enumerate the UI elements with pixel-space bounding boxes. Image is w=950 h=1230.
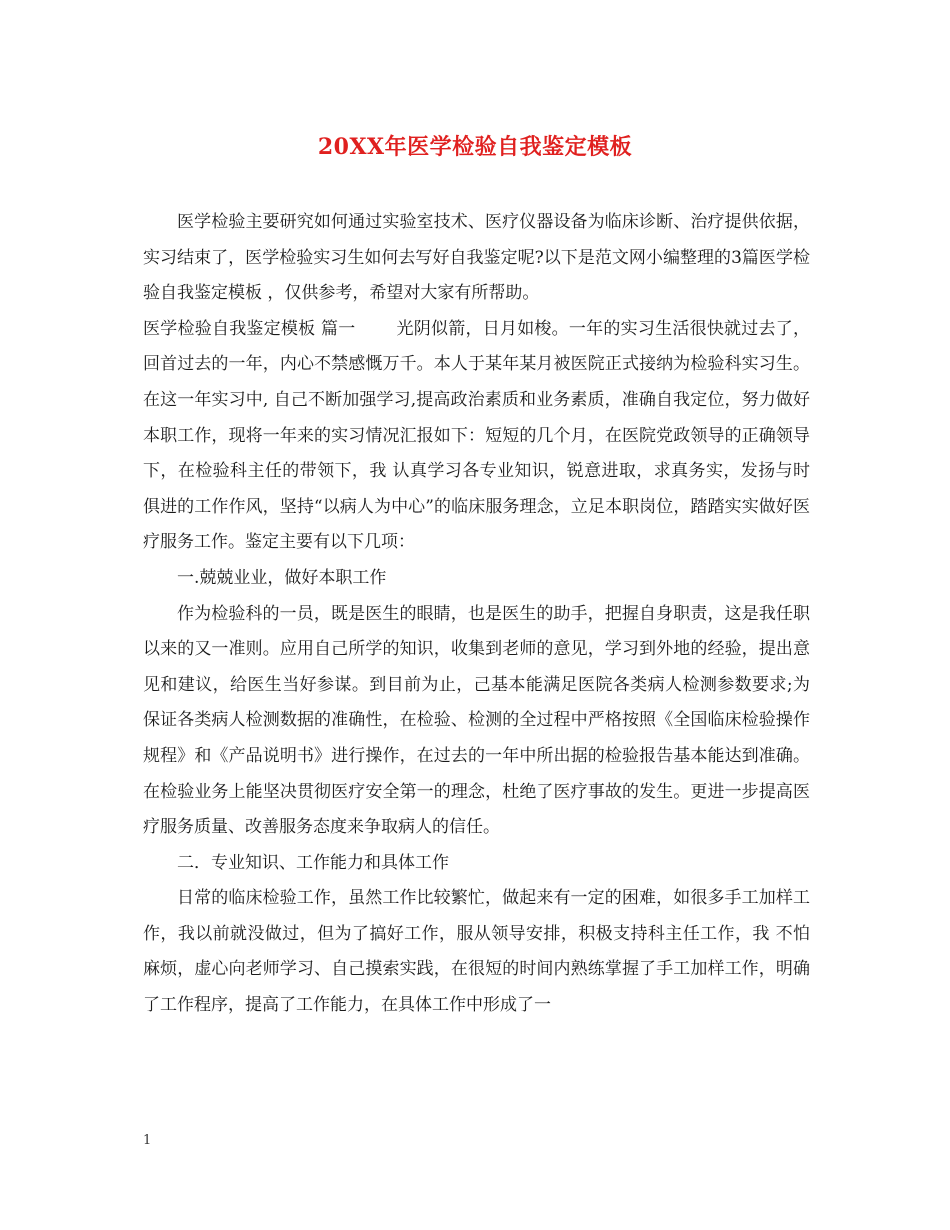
part-one-paragraph <box>143 312 810 561</box>
section-two-heading: 二．专业知识、工作能力和具体工作 <box>177 852 449 873</box>
section-one-heading: 一.兢兢业业，做好本职工作 <box>177 567 387 588</box>
document-body <box>143 205 810 1024</box>
section-two-paragraph: 日常的临床检验工作，虽然工作比较繁忙，做起来有一定的困难，如很多手工加样工作，我以前就没做过，但为了搞好工作，服从领导安排，积极支持科主任工作，我 不怕麻烦，虚心向老师学习、自己摸索实践，在很短的时间内熟练掌握了手工加样工作，明确了工作程序，提高了工作能力，在具体工作中形成了一 <box>143 888 810 1016</box>
document-title: 20XX年医学检验自我鉴定模板 <box>317 134 633 160</box>
intro-paragraph: 医学检验主要研究如何通过实验室技术、医疗仪器设备为临床诊断、治疗提供依据，实习结束了，医学检验实习生如何去写好自我鉴定呢?以下是范文网小编整理的3篇医学检验自我鉴定模板 ，仅供参考，希望对大家有所帮助。 <box>143 212 810 304</box>
part-one-text: 光阴似箭，日月如梭。一年的实习生活很快就过去了，回首过去的一年，内心不禁感慨万千。本人于某年某月被医院正式接纳为检验科实习生。在这一年实习中, 自己不断加强学习,提高政治素质和业务素质，准确自我定位，努力做好本职工作，现将一年来的实习情况汇报如下：短短的几个月，在医院党政领导的正确领导下，在检验科主任的带领下，我 认真学习各专业知识，锐意进取，求真务实，发扬与时俱进的工作作风，坚持“以病人为中心”的临床服务理念，立足本职岗位，踏踏实实做好医疗服务工作。鉴定主要有以下几项： <box>143 318 811 553</box>
part-one-label: 医学检验自我鉴定模板 篇一 <box>143 318 356 339</box>
section-one-paragraph: 作为检验科的一员，既是医生的眼睛，也是医生的助手，把握自身职责，这是我任职以来的又一准则。应用自己所学的知识，收集到老师的意见，学习到外地的经验，提出意见和建议，给医生当好参谋。到目前为止，己基本能满足医院各类病人检测参数要求;为保证各类病人检测数据的准确性，在检验、检测的全过程中严格按照《全国临床检验操作规程》和《产品说明书》进行操作，在过去的一年中所出据的检验报告基本能达到准确。在检验业务上能坚决贯彻医疗安全第一的理念，杜绝了医疗事故的发生。更进一步提高医疗服务质量、改善服务态度来争取病人的信任。 <box>143 603 810 838</box>
page-number: 1 <box>143 1133 152 1148</box>
